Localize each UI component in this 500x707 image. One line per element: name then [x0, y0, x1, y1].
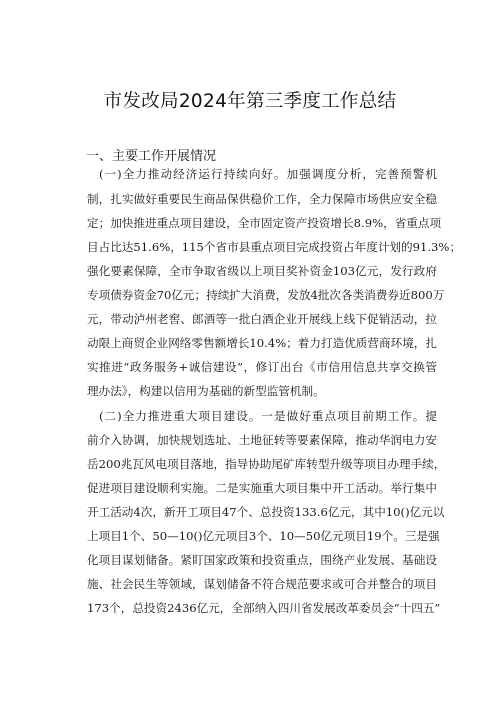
paragraph-line: 施、社会民生等领域，谋划储备不符合规范要求或可合并整合的项目: [87, 577, 437, 591]
paragraph-line: 专项债券资金70亿元；持续扩大消费，发放4批次各类消费券近800万: [87, 288, 445, 302]
paragraph-line: 元，带动泸州老窖、郎酒等一批白酒企业开展线上线下促销活动，拉: [87, 312, 437, 326]
section-heading: 一、主要工作开展情况: [86, 149, 217, 164]
paragraph-line: 促进项目建设顺利实施。二是实施重大项目集中开工活动。举行集中: [87, 481, 437, 495]
document-title: 市发改局2024年第三季度工作总结: [103, 91, 397, 112]
paragraph-line: 定；加快推进重点项目建设，全市固定资产投资增长8.9%，省重点项: [87, 216, 442, 230]
paragraph-line: 理办法》，构建以信用为基础的新型监管机制。: [87, 384, 325, 398]
paragraph-line: 动限上商贸企业网络零售额增长10.4%；着力打造优质营商环境，扎: [87, 336, 437, 350]
paragraph-line: 化项目谋划储备。紧盯国家政策和投资重点，围绕产业发展、基础设: [87, 553, 437, 567]
paragraph-line: (二)全力推进重大项目建设。一是做好重点项目前期工作。提: [99, 409, 437, 423]
paragraph-line: 目占比达51.6%，115个省市县重点项目完成投资占年度计划的91.3%；: [87, 240, 462, 254]
paragraph-line: 制，扎实做好重要民生商品保供稳价工作，全力保障市场供应安全稳: [87, 192, 437, 206]
paragraph-line: 上项目1个、50—10()亿元项目3个、10—50亿元项目19个。三是强: [87, 529, 440, 543]
paragraph-line: 173个，总投资2436亿元，全部纳入四川省发展改革委员会“十四五”: [87, 601, 441, 615]
paragraph-line: 前介入协调，加快规划选址、土地征转等要素保障，推动华润电力安: [87, 433, 437, 447]
paragraph-line: 开工活动4次，新开工项目47个、总投资133.6亿元，其中10()亿元以: [87, 505, 445, 519]
paragraph-line: 实推进“政务服务+诚信建设”，修订出台《市信用信息共享交换管: [87, 360, 437, 374]
paragraph-line: (一)全力推动经济运行持续向好。加强调度分析，完善预警机: [99, 167, 437, 181]
paragraph-line: 强化要素保障，全市争取省级以上项目奖补资金103亿元，发行政府: [87, 264, 437, 278]
paragraph-line: 岳200兆瓦风电项目落地，指导协助尾矿库转型升级等项目办理手续，: [87, 457, 446, 471]
